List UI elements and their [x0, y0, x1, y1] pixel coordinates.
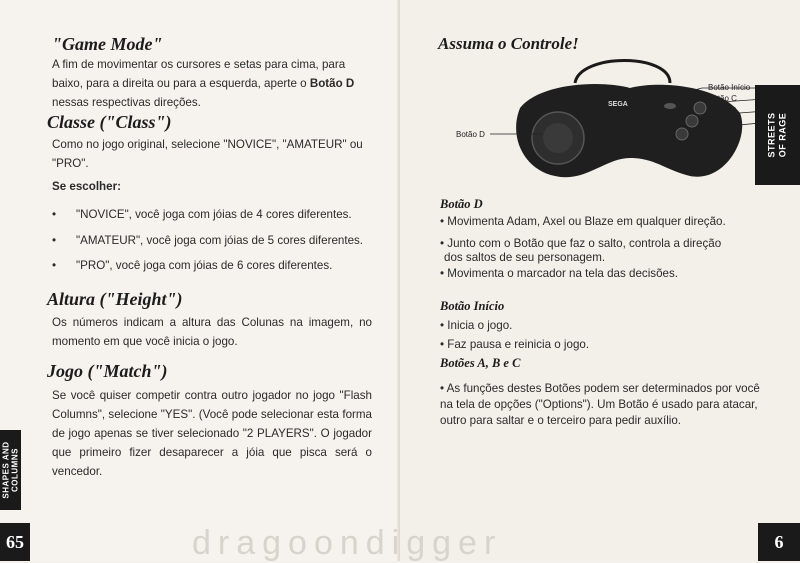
list-item: outro para saltar e o terceiro para pedir auxílio. — [440, 414, 682, 427]
controle-title: Assuma o Controle! — [438, 34, 579, 53]
list-item: • Movimenta o marcador na tela das decisões. — [440, 267, 678, 280]
jogo-title: Jogo ("Match") — [47, 361, 168, 381]
controller-illustration — [480, 58, 790, 188]
side-tab-shapes-columns — [0, 430, 21, 510]
list-item: • As funções destes Botões podem ser determinados por você — [440, 382, 760, 395]
altura-title: Altura ("Height") — [47, 289, 183, 309]
game-mode-text: A fim de movimentar os cursores e setas para cima, para baixo, para a direita ou para a esquerda, aperte o Botão D nessas respectivas direções. — [52, 58, 355, 109]
list-item: • Junto com o Botão que faz o salto, controla a direção — [440, 237, 722, 250]
classe-title: Classe ("Class") — [47, 112, 172, 132]
watermark: dragoondigger — [192, 524, 503, 562]
classe-subheading: Se escolher: — [52, 180, 121, 193]
classe-text: Como no jogo original, selecione "NOVICE", "AMATEUR" ou "PRO". — [52, 138, 363, 170]
list-item: na tela de opções ("Options"). Um Botão é usado para atacar, — [440, 398, 758, 411]
right-page — [400, 0, 800, 561]
label-botao-c: Botão C — [708, 94, 737, 103]
side-tab-label: SHAPES AND COLUMNS — [1, 441, 20, 499]
left-page: "Game Mode" A fim de movimentar os cursores e setas para cima, para baixo, para a direita ou para a esquerda, aperte o Botão D nessas respectivas direções. Classe ("Class") Como no jogo original, selecione "NOVICE", "AMATEUR" ou "PRO". Se escolher: • "NOVICE", você joga com jóias de 4 cores diferentes. • "AMATEUR", você joga com jóias de 5 cores diferentes. • "PRO", você joga com jóias de 6 cores diferentes. Altura ("Height") Os números indicam a altura das Colunas na imagem, no momento em que você inicia o jogo. Jogo ("Match") Se você quiser competir contra outro jogador no jogo "Flash Columns", selecione "YES". (Você pode selecionar esta forma de jogo apenas se tiver selecionado "2 PLAYERS". O jogador que primeiro fizer desaparecer a jóia que pisca será o vencedor. SHAPES AND COLUMNS 65 — [0, 0, 400, 561]
jogo-text: Se você quiser competir contra outro jogador no jogo "Flash Columns", selecione "YES". (Você pode selecionar esta forma de jogo apenas se tiver selecionado "2 PLAYERS". O jogador que primeiro fizer desaparecer a jóia que pisca será o vencedor. — [52, 389, 372, 478]
side-tab-streets-of-rage — [755, 85, 800, 185]
list-item: • Inicia o jogo. — [440, 319, 513, 332]
botao-inicio-heading: Botão Início — [440, 299, 505, 313]
list-item: • Faz pausa e reinicia o jogo. — [440, 338, 590, 351]
botao-d-heading: Botão D — [440, 197, 483, 211]
label-botao-a: Botão A — [708, 117, 737, 126]
label-botao-b: Botão B — [708, 106, 737, 115]
list-item: • Movimenta Adam, Axel ou Blaze em qualquer direção. — [440, 215, 726, 228]
page-number: 65 — [0, 523, 30, 561]
botoes-abc-heading: Botões A, B e C — [440, 356, 521, 370]
label-botao-d: Botão D — [456, 130, 485, 139]
svg-text:SEGA: SEGA — [608, 101, 628, 108]
list-item: dos saltos de seu personagem. — [444, 251, 606, 264]
label-botao-inicio: Botão Início — [708, 83, 751, 92]
page-number: 6 — [758, 523, 800, 561]
altura-text: Os números indicam a altura das Colunas na imagem, no momento em que você inicia o jogo. — [52, 316, 372, 348]
game-mode-title: "Game Mode" — [52, 34, 163, 54]
side-tab-label: STREETS OF RAGE — [766, 112, 788, 158]
